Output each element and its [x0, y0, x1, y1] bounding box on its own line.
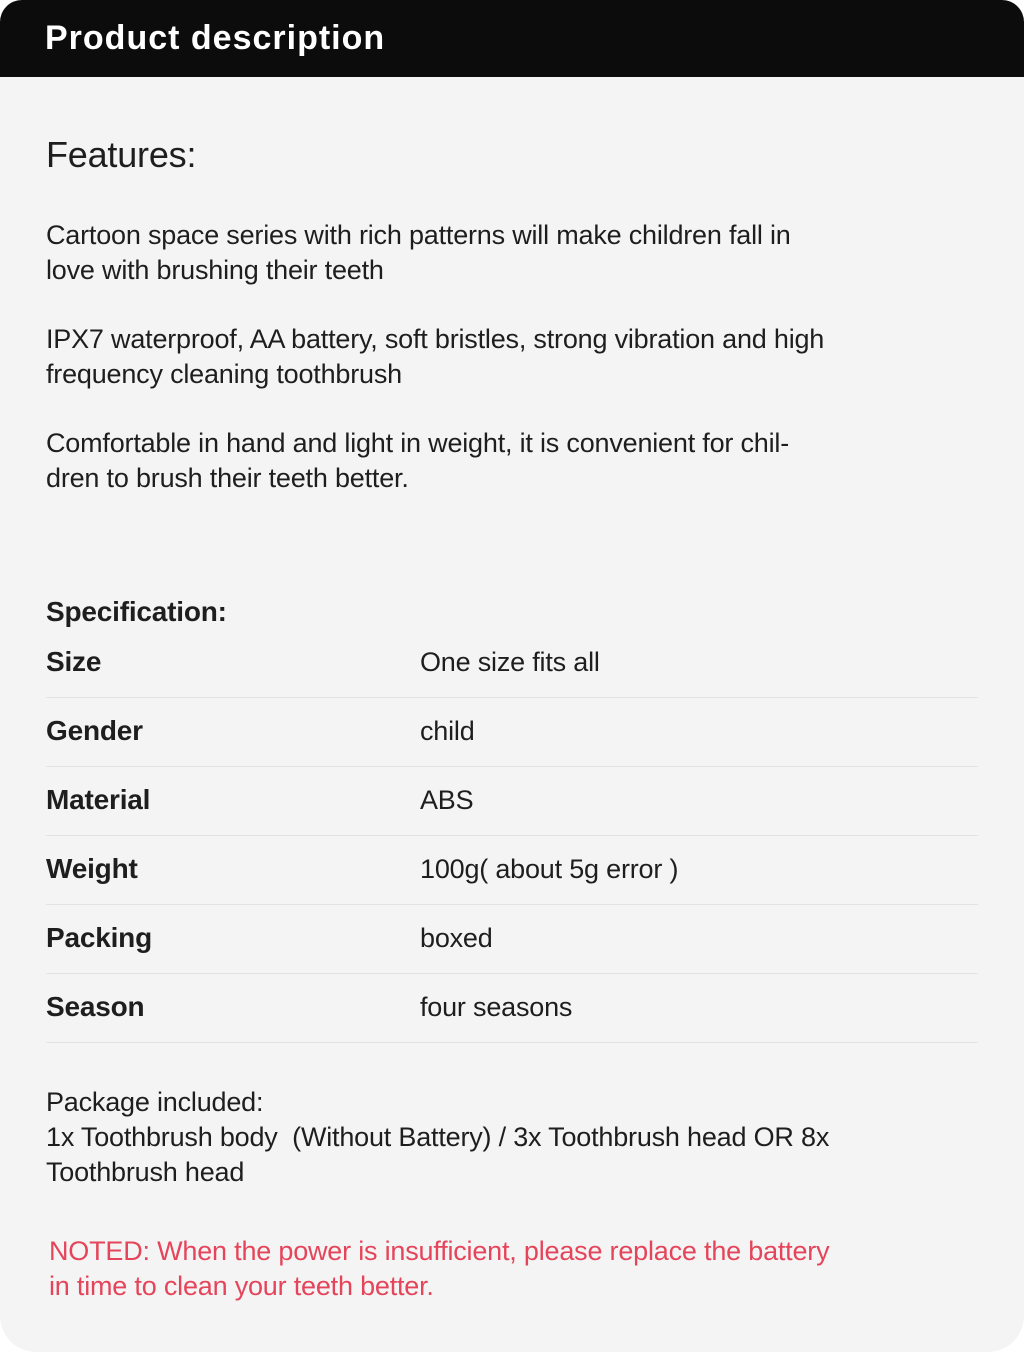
section-header [0, 0, 1024, 77]
feature-paragraph-1 [46, 218, 978, 287]
battery-note [46, 1234, 978, 1304]
spec-value: ABS [420, 785, 474, 815]
feature-paragraph-3 [46, 426, 978, 495]
spec-label: Season [46, 991, 145, 1022]
feature-line: love with brushing their teeth [46, 254, 384, 285]
spec-label: Gender [46, 715, 143, 746]
package-included [46, 1085, 978, 1190]
specification-heading: Specification: [46, 596, 227, 627]
spec-label: Weight [46, 853, 138, 884]
note-line: in time to clean your teeth better. [49, 1271, 434, 1301]
package-line: 1x Toothbrush body (Without Battery) / 3x Toothbrush head OR 8x [46, 1122, 830, 1152]
content-panel [0, 77, 1024, 1352]
feature-paragraph-2 [46, 322, 978, 391]
note-line: NOTED: When the power is insufficient, please replace the battery [49, 1236, 830, 1266]
package-line: Toothbrush head [46, 1157, 245, 1187]
spec-row-season [46, 974, 978, 1043]
spec-value: boxed [420, 923, 493, 953]
spec-value: four seasons [420, 992, 573, 1022]
spec-value: child [420, 716, 475, 746]
feature-line: dren to brush their teeth better. [46, 462, 409, 493]
feature-line: IPX7 waterproof, AA battery, soft bristles, strong vibration and high [46, 324, 825, 354]
features-heading: Features: [46, 134, 197, 175]
spec-row-gender [46, 698, 978, 767]
spec-table [46, 629, 978, 1043]
spec-row-packing [46, 905, 978, 974]
feature-line: frequency cleaning toothbrush [46, 358, 402, 389]
spec-row-weight [46, 836, 978, 905]
package-heading: Package included: [46, 1087, 264, 1117]
spec-label: Size [46, 646, 102, 677]
spec-value: One size fits all [420, 647, 600, 677]
spec-label: Packing [46, 922, 152, 953]
spec-row-material [46, 767, 978, 836]
spec-label: Material [46, 784, 151, 815]
feature-line: Cartoon space series with rich patterns will make children fall in [46, 220, 791, 250]
spec-row-size [46, 629, 978, 698]
feature-line: Comfortable in hand and light in weight, it is convenient for chil- [46, 428, 790, 458]
spec-value: 100g( about 5g error ) [420, 854, 679, 884]
section-title: Product description [45, 19, 386, 57]
